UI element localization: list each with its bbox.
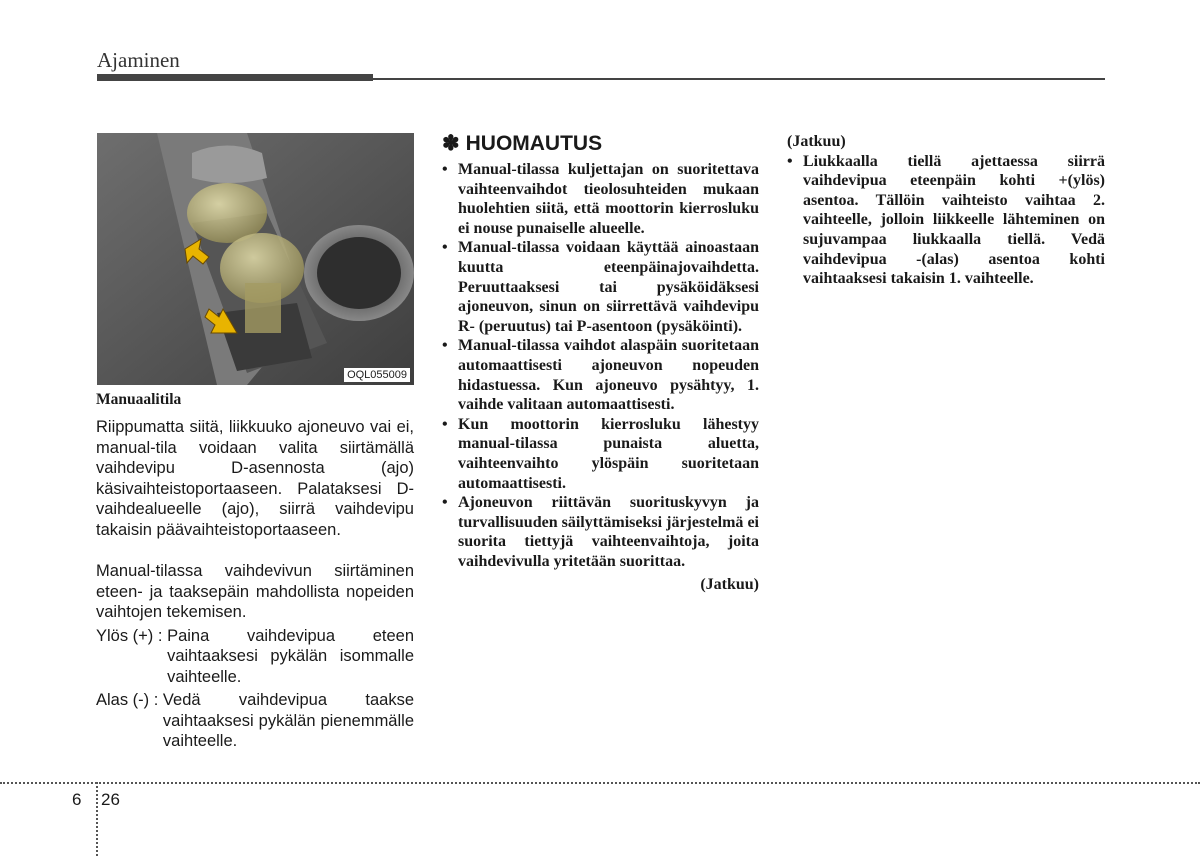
list-item: • Manual-tilassa voidaan käyttää ainoastaan kuutta eteenpäinajovaihdetta. Peruuttaaksesi tai pysäköidäksesi ajoneuvon, sinun on siirrettävä vaihdevipu R- (peruutus) tai P-asentoon (pysäköinti). <box>442 238 759 336</box>
continued-label: (Jatkuu) <box>787 133 846 150</box>
list-item: • Liukkaalla tiellä ajettaessa siirrä vaihdevipua eteenpäin kohti +(ylös) asentoa. Tällöin vaihteisto vaihtaa 2. vaihteelle, jolloin liikkeelle lähteminen on sujuvampaa liukkaalla tiellä. Vedä vaihdevipua -(alas) asentoa kohti vaihtaaksesi takaisin 1. vaihteelle. <box>787 152 1105 289</box>
section-title: Ajaminen <box>97 48 180 72</box>
notes-heading <box>442 132 759 156</box>
list-item: • Ajoneuvon riittävän suorituskyvyn ja turvallisuuden säilyttämiseksi järjestelmä ei suorita tiettyjä vaihteenvaihtoja, joita vaihdevivulla yritetään suorittaa. <box>442 493 759 571</box>
continued-list <box>787 152 1105 289</box>
footer-vertical-divider <box>96 782 98 856</box>
header-rule-thick <box>97 74 373 81</box>
notes-box <box>442 132 759 595</box>
right-column <box>787 132 1105 289</box>
left-column <box>96 390 414 752</box>
paragraph-shifting: Manual-tilassa vaihdevivun siirtäminen eteen- ja taaksepäin mahdollista nopeiden vaihtojen tekemisen. <box>96 562 414 621</box>
definition-term-up: Ylös (+) : <box>96 626 168 645</box>
list-item: • Manual-tilassa kuljettajan on suoritettava vaihteenvaihdot tieolosuhteiden mukaan huolehtien siitä, että moottorin kierrosluku ei nouse punaiselle alueelle. <box>442 160 759 238</box>
paragraph-manual-mode: Riippumatta siitä, liikkuuko ajoneuvo vai ei, manual-tila voidaan valita siirtämällä vaihdevipu D-asennosta (ajo) käsivaihteistoportaaseen. Palataksesi D-vaihdealueelle (ajo), siirrä vaihdevipu takaisin päävaihteistoportaaseen. <box>96 418 414 539</box>
footer-divider <box>0 782 1200 784</box>
notes-heading-text: HUOMAUTUS <box>465 132 603 155</box>
figure-code: OQL055009 <box>344 368 410 382</box>
list-item: • Manual-tilassa vaihdot alaspäin suoritetaan automaattisesti ajoneuvon nopeuden hidastuessa. Kun ajoneuvo pysähtyy, 1. vaihde valitaan automaattisesti. <box>442 336 759 414</box>
definition-desc-down: Vedä vaihdevipua taakse vaihtaaksesi pykälän pienemmälle vaihteelle. <box>162 691 414 750</box>
notes-list <box>442 160 759 571</box>
header-rule-thin <box>373 78 1105 80</box>
gear-shift-illustration <box>97 133 414 385</box>
chapter-number: 6 <box>72 790 82 809</box>
continues-label: (Jatkuu) <box>700 576 759 594</box>
list-item: • Kun moottorin kierrosluku lähestyy manual-tilassa punaista aluetta, vaihteenvaihto ylöspäin suoritetaan automaattisesti. <box>442 415 759 493</box>
page-number: 26 <box>101 790 120 809</box>
subheading: Manuaalitila <box>96 391 182 408</box>
definition-down <box>96 690 414 752</box>
gear-shift-drawing <box>97 133 414 385</box>
asterisk-icon: ✽ <box>442 132 460 155</box>
definition-desc-up: Paina vaihdevipua eteen vaihtaaksesi pykälän isommalle vaihteelle. <box>167 626 414 686</box>
definition-up <box>96 626 414 688</box>
definition-term-down: Alas (-) : <box>96 691 163 709</box>
